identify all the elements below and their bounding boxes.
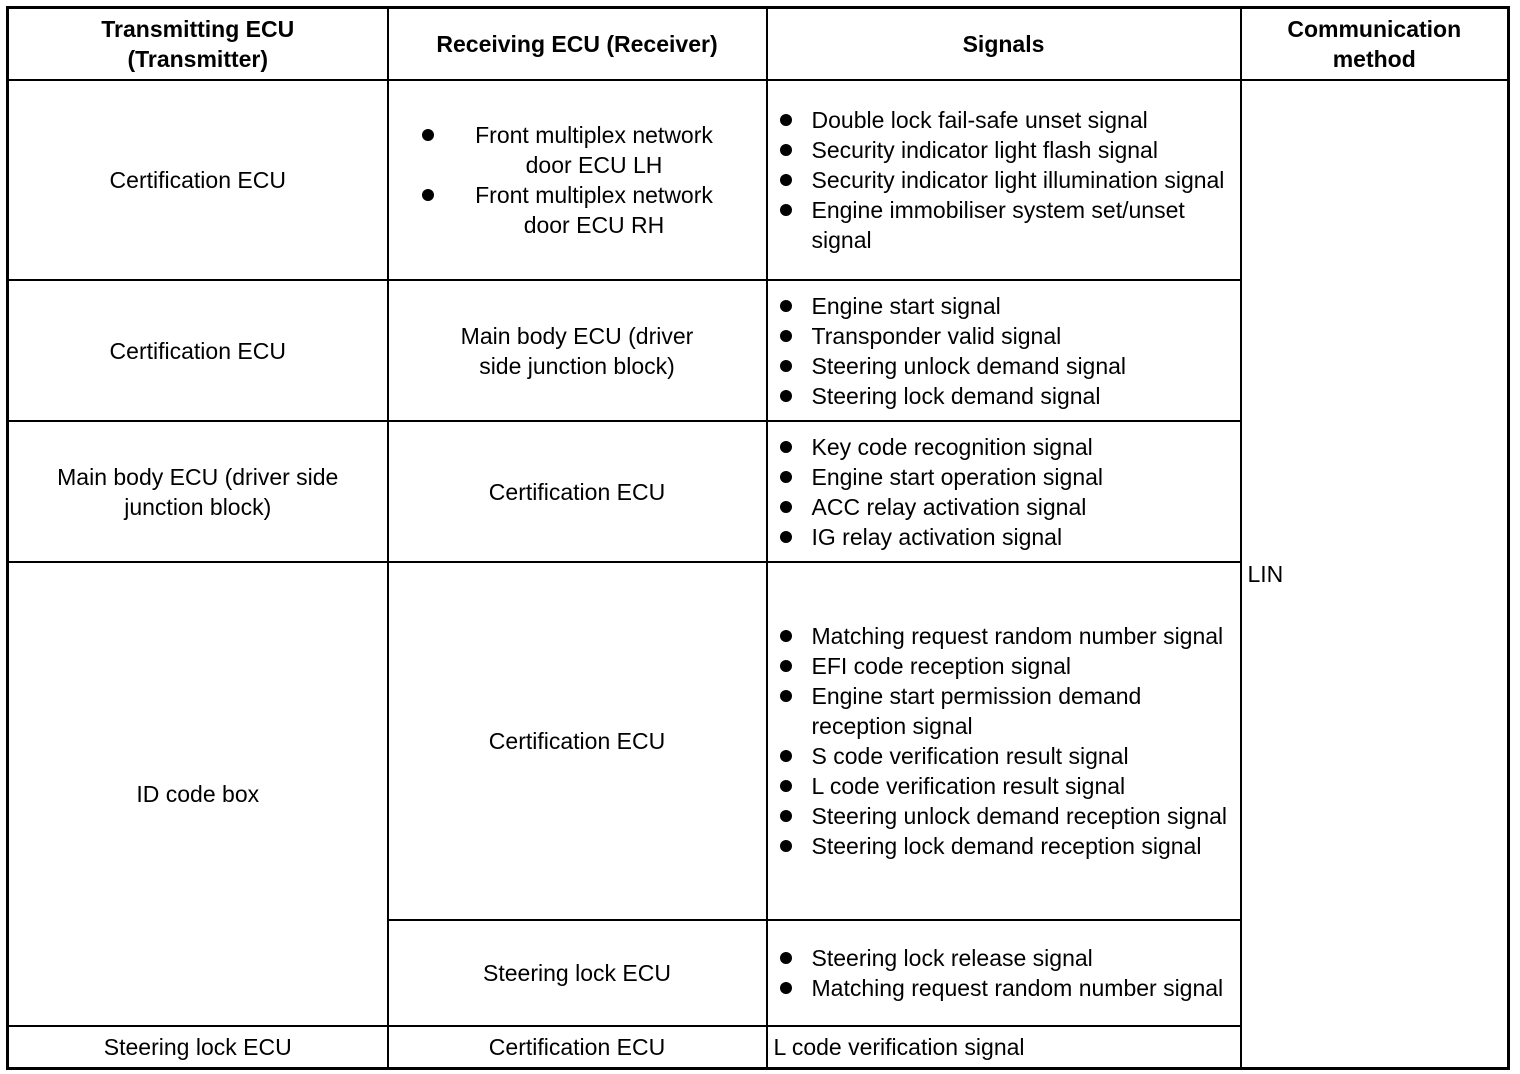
list-item: Engine start operation signal	[774, 462, 1234, 492]
list-item: S code verification result signal	[774, 741, 1234, 771]
list-item: Engine start signal	[774, 291, 1234, 321]
list-item: Steering lock release signal	[774, 943, 1234, 973]
signals-cell	[767, 920, 1241, 1026]
receiver-cell: Steering lock ECU	[388, 920, 767, 1026]
list-item: Key code recognition signal	[774, 432, 1234, 462]
communication-method-cell: LIN	[1241, 80, 1509, 1068]
signals-cell	[767, 421, 1241, 562]
signal-list	[774, 291, 1234, 411]
list-item: Engine immobiliser system set/unset signal	[774, 195, 1234, 255]
list-item: L code verification result signal	[774, 771, 1234, 801]
transmitter-cell: Certification ECU	[8, 280, 388, 421]
transmitter-cell: Certification ECU	[8, 80, 388, 280]
list-item: Steering lock demand signal	[774, 381, 1234, 411]
header-transmitter	[8, 8, 388, 81]
list-item: Security indicator light illumination signal	[774, 165, 1234, 195]
list-item: Steering unlock demand signal	[774, 351, 1234, 381]
header-method-line1: Communication	[1287, 16, 1462, 42]
signal-list	[774, 105, 1234, 255]
list-item: Front multiplex network door ECU LH	[420, 120, 734, 180]
signal-list	[774, 621, 1234, 861]
receiver-cell: Certification ECU	[388, 1026, 767, 1068]
receiver-cell: Certification ECU	[388, 562, 767, 920]
header-method	[1241, 8, 1509, 81]
list-item: Matching request random number signal	[774, 621, 1234, 651]
header-method-line2: method	[1332, 46, 1416, 72]
list-item: ACC relay activation signal	[774, 492, 1234, 522]
transmitter-cell: Main body ECU (driver side junction block)	[8, 421, 388, 562]
table-row	[8, 80, 1509, 280]
signals-cell	[767, 280, 1241, 421]
header-row	[8, 8, 1509, 81]
ecu-communication-table	[6, 6, 1510, 1070]
list-item: Matching request random number signal	[774, 973, 1234, 1003]
list-item: EFI code reception signal	[774, 651, 1234, 681]
list-item: Front multiplex network door ECU RH	[420, 180, 734, 240]
signals-cell: L code verification signal	[767, 1026, 1241, 1068]
receiver-cell	[388, 80, 767, 280]
header-transmitter-line1: Transmitting ECU	[101, 16, 295, 42]
list-item: Double lock fail-safe unset signal	[774, 105, 1234, 135]
transmitter-cell: ID code box	[8, 562, 388, 1026]
signal-list	[774, 943, 1234, 1003]
header-transmitter-line2: (Transmitter)	[127, 46, 269, 72]
header-receiver: Receiving ECU (Receiver)	[388, 8, 767, 81]
signals-cell	[767, 562, 1241, 920]
header-signals: Signals	[767, 8, 1241, 81]
signal-list	[774, 432, 1234, 552]
list-item: Steering unlock demand reception signal	[774, 801, 1234, 831]
list-item: Security indicator light flash signal	[774, 135, 1234, 165]
list-item: Steering lock demand reception signal	[774, 831, 1234, 861]
receiver-cell: Main body ECU (driver side junction block)	[388, 280, 767, 421]
receiver-cell: Certification ECU	[388, 421, 767, 562]
receiver-list	[420, 120, 734, 240]
list-item: Engine start permission demand reception signal	[774, 681, 1234, 741]
transmitter-cell: Steering lock ECU	[8, 1026, 388, 1068]
list-item: Transponder valid signal	[774, 321, 1234, 351]
signals-cell	[767, 80, 1241, 280]
list-item: IG relay activation signal	[774, 522, 1234, 552]
